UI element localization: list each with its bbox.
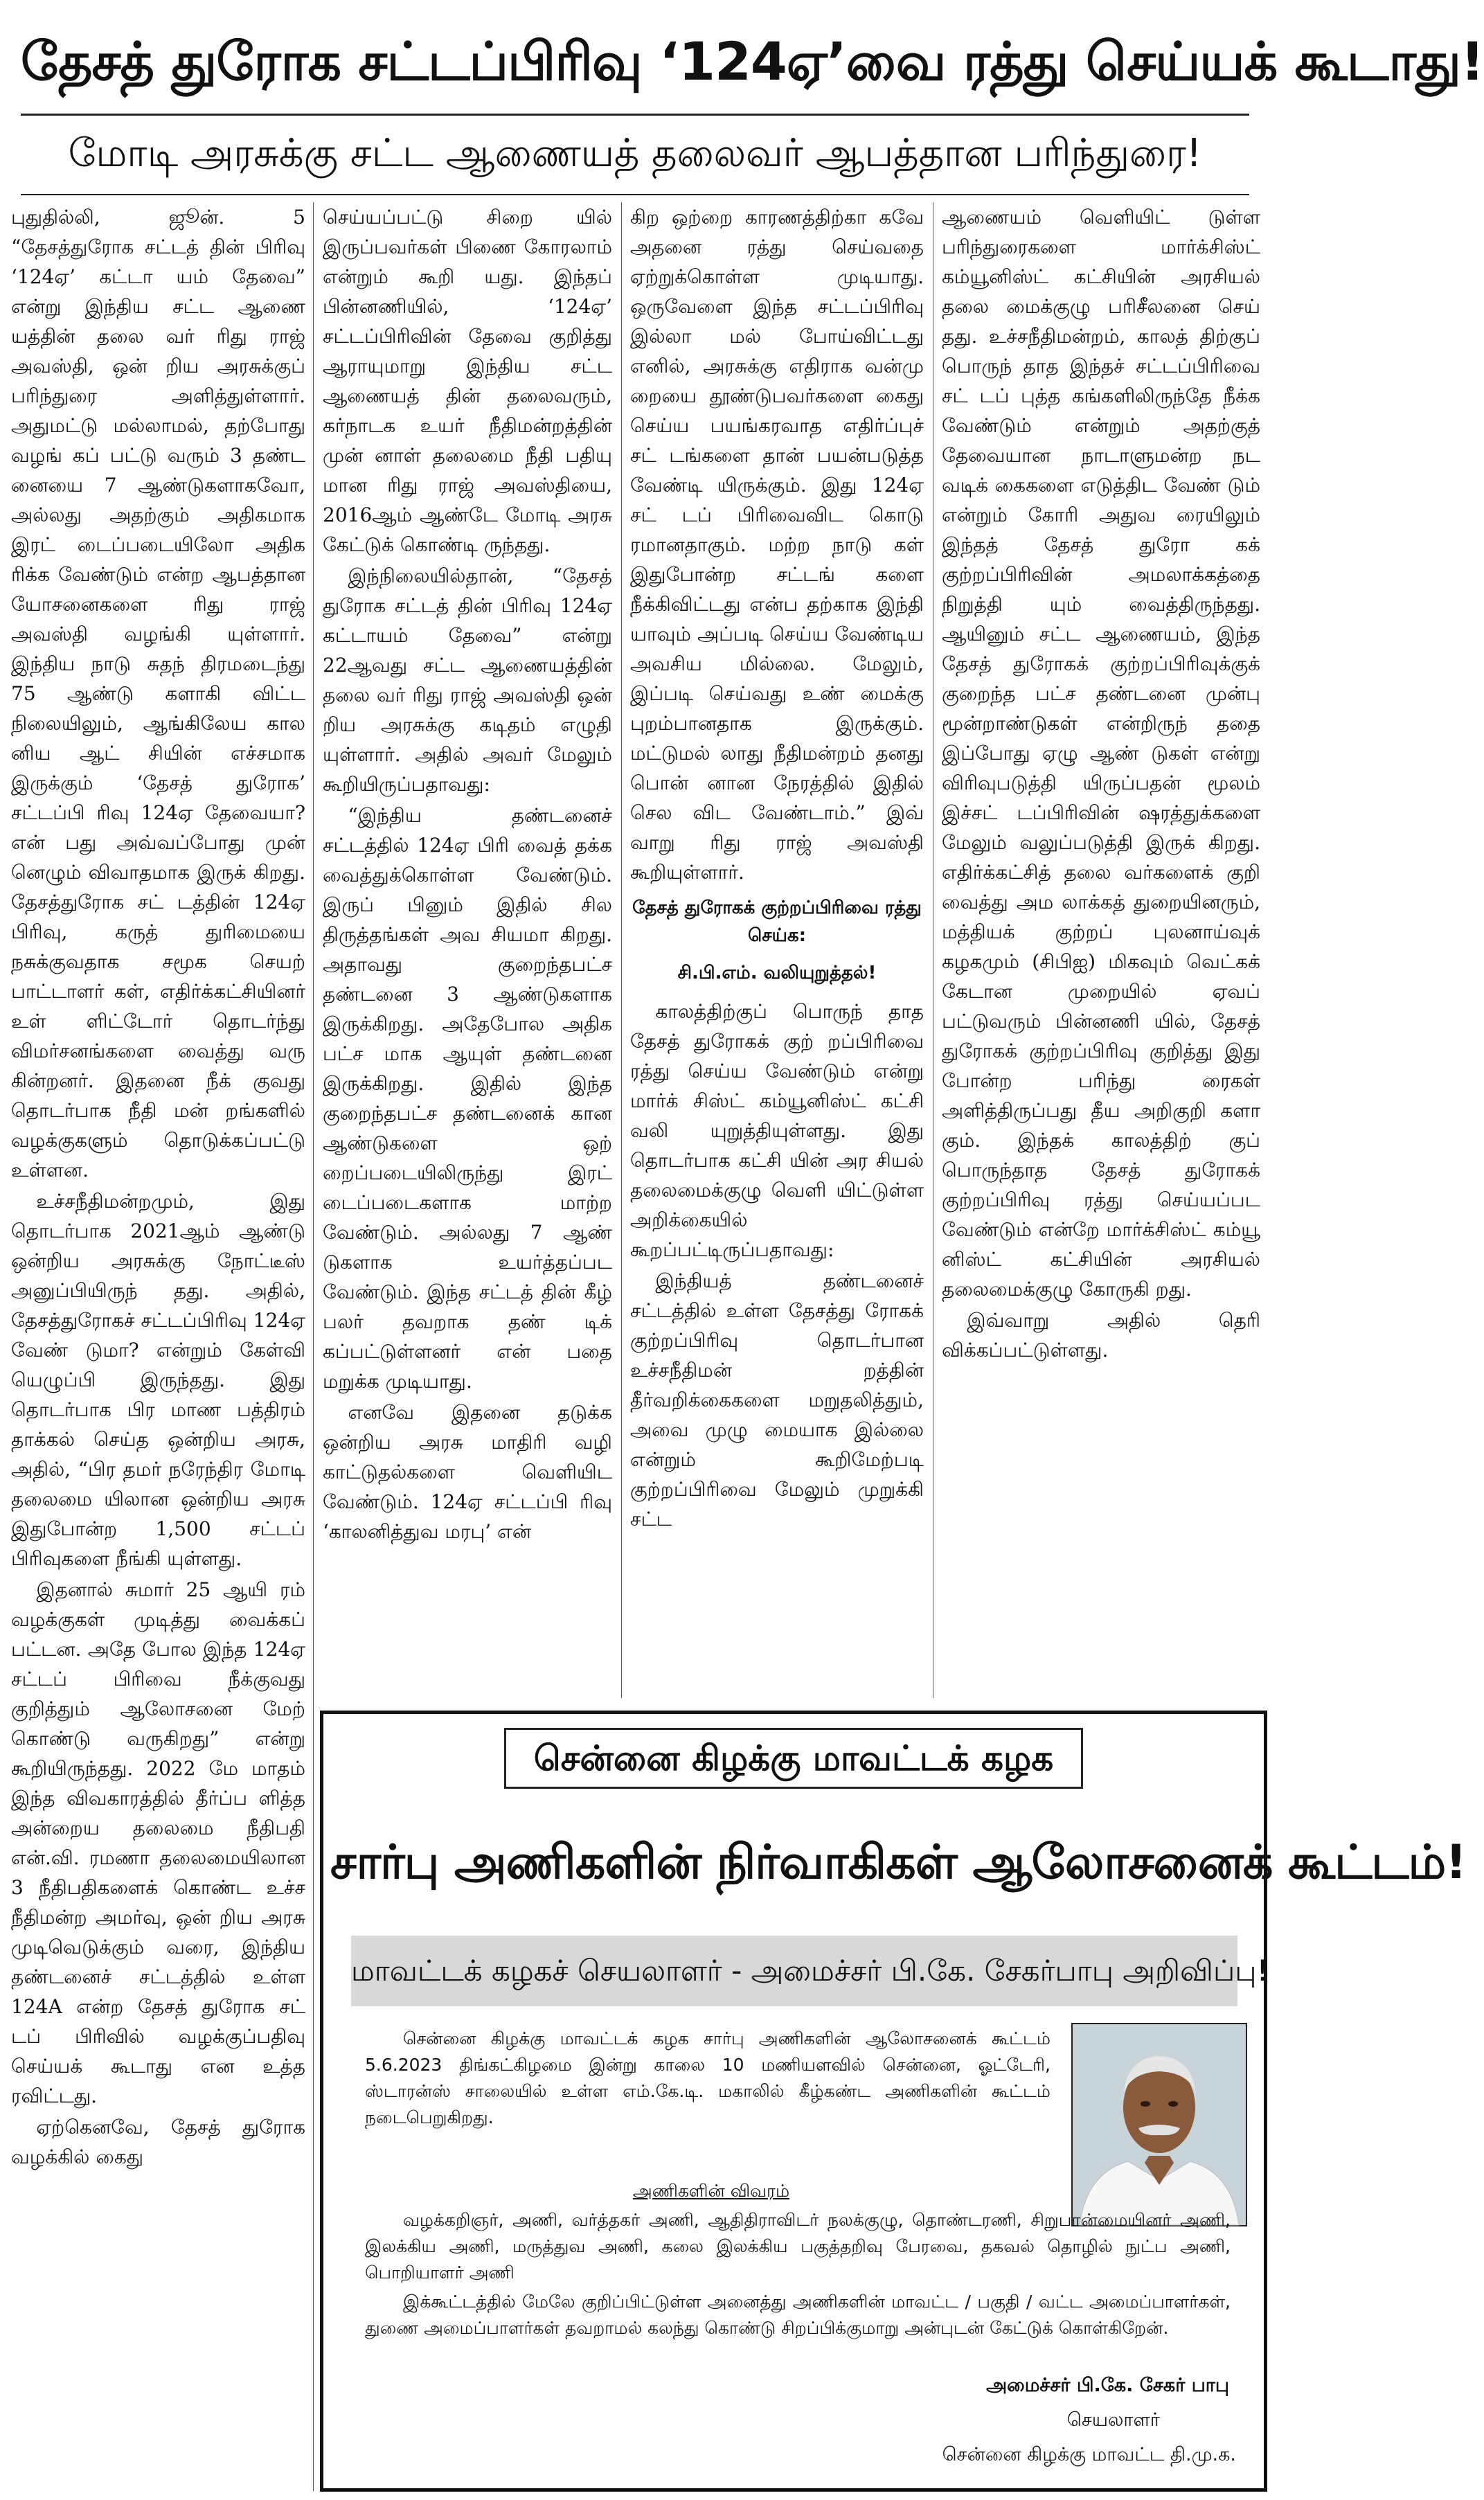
article-paragraph: ஏற்கெனவே, தேசத் துரோக வழக்கில் கைது xyxy=(11,2116,305,2168)
column-divider xyxy=(621,202,622,1698)
article-paragraph: இந்நிலையில்தான், “தேசத் துரோக சட்டத் தின் பிரிவு 124ஏ கட்டாயம் தேவை” என்று 22ஆவது சட்ட ஆணையத்தின் தலை வர் ரிது ராஜ் அவஸ்தி ஒன் றிய அரசுக்கு கடிதம் எழுதி யுள்ளார். அதில் அவர் மேலும் கூறியிருப்பதாவது: xyxy=(323,564,612,796)
ad-intro: சென்னை கிழக்கு மாவட்டக் கழக சார்பு அணிகளின் ஆலோசனைக் கூட்டம் 5.6.2023 திங்கட்கிழமை இன்று காலை 10 மணியளவில் சென்னை, ஓட்டேரி, ஸ்டாரன்ஸ் சாலையில் உள்ள எம்.கே.டி. மகாலில் கீழ்கண்ட அணிகளின் கூட்டம் நடைபெறுகிறது. xyxy=(365,2028,1051,2127)
signature-block xyxy=(814,2368,1243,2472)
ad-top-label: சென்னை கிழக்கு மாவட்டக் கழக xyxy=(504,1728,1083,1789)
article-paragraph: இந்தியத் தண்டனைச் சட்டத்தில் உள்ள தேசத்து ரோகக் குற்றப்பிரிவு தொடர்பான உச்சநீதிமன் றத்தின் தீர்வறிக்கைகளை மறுதலித்தும், அவை முழு மையாக இல்லை என்றும் கூறிமேற்படி குற்றப்பிரிவை மேலும் முறுக்கி சட்ட xyxy=(630,1269,924,1530)
signatory-name: அமைச்சர் பி.கே. சேகர் பாபு xyxy=(986,2375,1229,2396)
advertisement-box xyxy=(320,1711,1467,2492)
ad-announcement-bar: மாவட்டக் கழகச் செயலாளர் - அமைச்சர் பி.கே. சேகர்பாபு அறிவிப்பு! xyxy=(351,1936,1237,2006)
signatory-org: சென்னை கிழக்கு மாவட்ட தி.மு.க. xyxy=(942,2444,1236,2465)
article-paragraph: “இந்திய தண்டனைச் சட்டத்தில் 124ஏ பிரி வைத் தக்க வைத்துக்கொள்ள வேண்டும். இருப் பினும் இதில் சில திருத்தங்கள் அவ சியமா கிறது. அதாவது குறைந்தபட்ச தண்டனை 3 ஆண்டுகளாக இருக்கிறது. அதேபோல அதிக பட்ச மாக ஆயுள் தண்டனை இருக்கிறது. இதில் இந்த குறைந்தபட்ச தண்டனைக் கான ஆண்டுகளை ஒற் றைப்படையிலிருந்து இரட் டைப்படைகளாக மாற்ற வேண்டும். அல்லது 7 ஆண் டுகளாக உயர்த்தப்பட வேண்டும். இந்த சட்டத் தின் கீழ் பலர் தவறாக தண் டிக் கப்பட்டுள்ளனர் என் பதை மறுக்க முடியாது. xyxy=(323,804,612,1393)
ad-details-block xyxy=(365,2178,1231,2344)
article-paragraph: காலத்திற்குப் பொருந் தாத தேசத் துரோகக் குற் றப்பிரிவை ரத்து செய்ய வேண்டும் என்று மார்க் சிஸ்ட் கம்யூனிஸ்ட் கட்சி வலி யுறுத்தியுள்ளது. இது தொடர்பாக கட்சி யின் அர சியல் தலைமைக்குழு வெளி யிட்டுள்ள அறிக்கையில் கூறப்பட்டிருப்பதாவது: xyxy=(630,1000,924,1261)
ad-list-heading: அணிகளின் விவரம் xyxy=(632,2181,790,2201)
ad-title: சார்பு அணிகளின் நிர்வாகிகள் ஆலோசனைக் கூட்டம்! xyxy=(330,1835,1467,1890)
signatory-role: செயலாளர் xyxy=(1066,2409,1160,2431)
headline: தேசத் துரோக சட்டப்பிரிவு ‘124ஏ’வை ரத்து செய்யக் கூடாது! xyxy=(21,30,1484,92)
headline-rule xyxy=(21,114,1249,116)
article-paragraph: ஆணையம் வெளியிட் டுள்ள பரிந்துரைகளை மார்க்சிஸ்ட் கம்யூனிஸ்ட் கட்சியின் அரசியல் தலை மைக்குழு பரிசீலனை செய் தது. உச்சநீதிமன்றம், காலத் திற்குப் பொருந் தாத இந்தச் சட்டப்பிரிவை சட் டப் புத்த கங்களிலிருந்தே நீக்க வேண்டும் என்றும் அதற்குத் தேவையான நாடாளுமன்ற நட வடிக் கைகளை எடுத்திட வேண் டும் என்றும் கோரி அதுவ ரையிலும் இந்தத் தேசத் துரோ கக் குற்றப்பிரிவின் அமலாக்கத்தை நிறுத்தி யும் வைத்திருந்தது. ஆயினும் சட்ட ஆணையம், இந்த தேசத் துரோகக் குற்றப்பிரிவுக்குக் குறைந்த பட்ச தண்டனை முன்பு மூன்றாண்டுகள் என்றிருந் ததை இப்போது ஏழு ஆண் டுகள் என்று விரிவுபடுத்தி யிருப்பதன் மூலம் இச்சட் டப்பிரிவின் ஷரத்துக்களை மேலும் வலுப்படுத்தி இருக் கிறது. எதிர்க்கட்சித் தலை வர்களைக் குறி வைத்து அம லாக்கத் துறையினரும், மத்தியக் குற்றப் புலனாய்வுக் கழகமும் (சிபிஐ) மிகவும் வெட்கக் கேடான முறையில் ஏவப் பட்டுவரும் பின்னணி யில், தேசத் துரோகக் குற்றப்பிரிவு குறித்து இது போன்ற பரிந்து ரைகள் அளித்திருப்பது தீய அறிகுறி களா கும். இந்தக் காலத்திற் குப் பொருந்தாத தேசத் துரோகக் குற்றப்பிரிவு ரத்து செய்யப்பட வேண்டும் என்றே மார்க்சிஸ்ட் கம்யூ னிஸ்ட் கட்சியின் அரசியல் தலைமைக்குழு கோருகி றது. xyxy=(942,206,1260,1301)
article-paragraph: புதுதில்லி, ஜூன். 5 “தேசத்துரோக சட்டத் தின் பிரிவு ‘124ஏ’ கட்டா யம் தேவை” என்று இந்திய சட்ட ஆணை யத்தின் தலை வர் ரிது ராஜ் அவஸ்தி, ஒன் றிய அரசுக்குப் பரிந்துரை அளித்துள்ளார். அதுமட்டு மல்லாமல், தற்போது வழங் கப் பட்டு வரும் 3 தண்ட னையை 7 ஆண்டுகளாகவோ, அல்லது அதற்கும் அதிகமாக இரட் டைப்படையிலோ அதிக ரிக்க வேண்டும் என்ற ஆபத்தான யோசனைகளை ரிது ராஜ் அவஸ்தி வழங்கி யுள்ளார். இந்திய நாடு சுதந் திரமடைந்து 75 ஆண்டு களாகி விட்ட நிலையிலும், ஆங்கிலேய கால னிய ஆட் சியின் எச்சமாக இருக்கும் ‘தேசத் துரோக’ சட்டப்பி ரிவு 124ஏ தேவையா? என் பது அவ்வப்போது முன் னெழும் விவாதமாக இருக் கிறது. தேசத்துரோக சட் டத்தின் 124ஏ பிரிவு, கருத் துரிமையை நசுக்குவதாக சமூக செயற் பாட்டாளர் கள், எதிர்க்கட்சியினர் உள் ளிட்டோர் தொடர்ந்து விமர்சனங்களை வைத்து வரு கின்றனர். இதனை நீக் குவது தொடர்பாக நீதி மன் றங்களில் வழக்குகளும் தொடுக்கப்பட்டு உள்ளன. xyxy=(11,206,305,1181)
article-column-3 xyxy=(630,202,924,1691)
subheadline: மோடி அரசுக்கு சட்ட ஆணையத் தலைவர் ஆபத்தான பரிந்துரை! xyxy=(68,131,1202,176)
ad-intro-block xyxy=(365,2026,1051,2131)
subheadline-rule xyxy=(21,194,1249,195)
ad-request: இக்கூட்டத்தில் மேலே குறிப்பிட்டுள்ள அனைத்து அணிகளின் மாவட்ட / பகுதி / வட்ட அமைப்பாளர்கள், துணை அமைப்பாளர்கள் தவறாமல் கலந்து கொண்டு சிறப்பிக்குமாறு அன்புடன் கேட்டுக் கொள்கிறேன். xyxy=(365,2292,1231,2338)
article-paragraph: இதனால் சுமார் 25 ஆயி ரம் வழக்குகள் முடித்து வைக்கப் பட்டன. அதே போல இந்த 124ஏ சட்டப் பிரிவை நீக்குவது குறித்தும் ஆலோசனை மேற் கொண்டு வருகிறது” என்று கூறியிருந்தது. 2022 மே மாதம் இந்த விவகாரத்தில் தீர்ப்ப ளித்த அன்றைய தலைமை நீதிபதி என்.வி. ரமணா தலைமையிலான 3 நீதிபதிகளைக் கொண்ட உச்ச நீதிமன்ற அமர்வு, ஒன் றிய அரசு முடிவெடுக்கும் வரை, இந்திய தண்டனைச் சட்டத்தில் உள்ள 124A என்ற தேசத் துரோக சட் டப் பிரிவில் வழக்குப்பதிவு செய்யக் கூடாது என உத்த ரவிட்டது. xyxy=(11,1578,305,2107)
article-column-4 xyxy=(942,202,1260,1691)
section-subheading: சி.பி.எம். வலியுறுத்தல்! xyxy=(677,963,877,983)
ad-top-label-wrap xyxy=(323,1728,1264,1789)
section-subheading: தேசத் துரோகக் குற்றப்பிரிவை ரத்து செய்க: xyxy=(632,898,922,946)
article-column-2 xyxy=(323,202,612,1691)
article-paragraph: உச்சநீதிமன்றமும், இது தொடர்பாக 2021ஆம் ஆண்டு ஒன்றிய அரசுக்கு நோட்டீஸ் அனுப்பியிருந் தது. அதில், தேசத்துரோகச் சட்டப்பிரிவு 124ஏ வேண் டுமா? என்றும் கேள்வி யெழுப்பி இருந்தது. இது தொடர்பாக பிர மாண பத்திரம் தாக்கல் செய்த ஒன்றிய அரசு, அதில், “பிர தமர் நரேந்திர மோடி தலைமை யிலான ஒன்றிய அரசு இதுபோன்ற 1,500 சட்டப் பிரிவுகளை நீங்கி யுள்ளது. xyxy=(11,1190,305,1570)
article-paragraph: கிற ஒற்றை காரணத்திற்கா கவே அதனை ரத்து செய்வதை ஏற்றுக்கொள்ள முடியாது. ஒருவேளை இந்த சட்டப்பிரிவு இல்லா மல் போய்விட்டது எனில், அரசுக்கு எதிராக வன்மு றையை தூண்டுபவர்களை கைது செய்ய பயங்கரவாத எதிர்ப்புச் சட் டங்களை தான் பயன்படுத்த வேண்டி யிருக்கும். இது 124ஏ சட் டப் பிரிவைவிட கொடு ரமானதாகும். மற்ற நாடு கள் இதுபோன்ற சட்டங் களை நீக்கிவிட்டது என்ப தற்காக இந்தி யாவும் அப்படி செய்ய வேண்டிய அவசிய மில்லை. மேலும், இப்படி செய்வது உண் மைக்கு புறம்பானதாக இருக்கும். மட்டுமல் லாது நீதிமன்றம் தனது பொன் னான நேரத்தில் இதில் செல விட வேண்டாம்.” இவ் வாறு ரிது ராஜ் அவஸ்தி கூறியுள்ளார். xyxy=(630,206,924,884)
article-paragraph: செய்யப்பட்டு சிறை யில் இருப்பவர்கள் பிணை கோரலாம் என்றும் கூறி யது. இந்தப் பின்னணியில், ‘124ஏ’ சட்டப்பிரிவின் தேவை குறித்து ஆராயுமாறு இந்திய சட்ட ஆணையத் தின் தலைவரும், கர்நாடக உயர் நீதிமன்றத்தின் முன் னாள் தலைமை நீதி பதியு மான ரிது ராஜ் அவஸ்தியை, 2016ஆம் ஆண்டே மோடி அரசு கேட்டுக் கொண்டி ருந்தது. xyxy=(323,206,612,556)
column-divider xyxy=(313,202,314,2491)
article-paragraph: எனவே இதனை தடுக்க ஒன்றிய அரசு மாதிரி வழி காட்டுதல்களை வெளியிட வேண்டும். 124ஏ சட்டப்பி ரிவு ‘காலனித்துவ மரபு’ என் xyxy=(323,1401,612,1543)
article-column-1 xyxy=(11,202,305,2491)
ad-list: வழக்கறிஞர், அணி, வர்த்தகர் அணி, ஆதிதிராவிடர் நலக்குழு, தொண்டரணி, சிறுபான்மையினர் அணி, இலக்கிய அணி, மருத்துவ அணி, கலை இலக்கிய பகுத்தறிவு பேரவை, தகவல் தொழில் நுட்ப அணி, பொறியாளர் அணி xyxy=(365,2210,1231,2283)
article-paragraph: இவ்வாறு அதில் தெரி விக்கப்பட்டுள்ளது. xyxy=(942,1309,1260,1361)
